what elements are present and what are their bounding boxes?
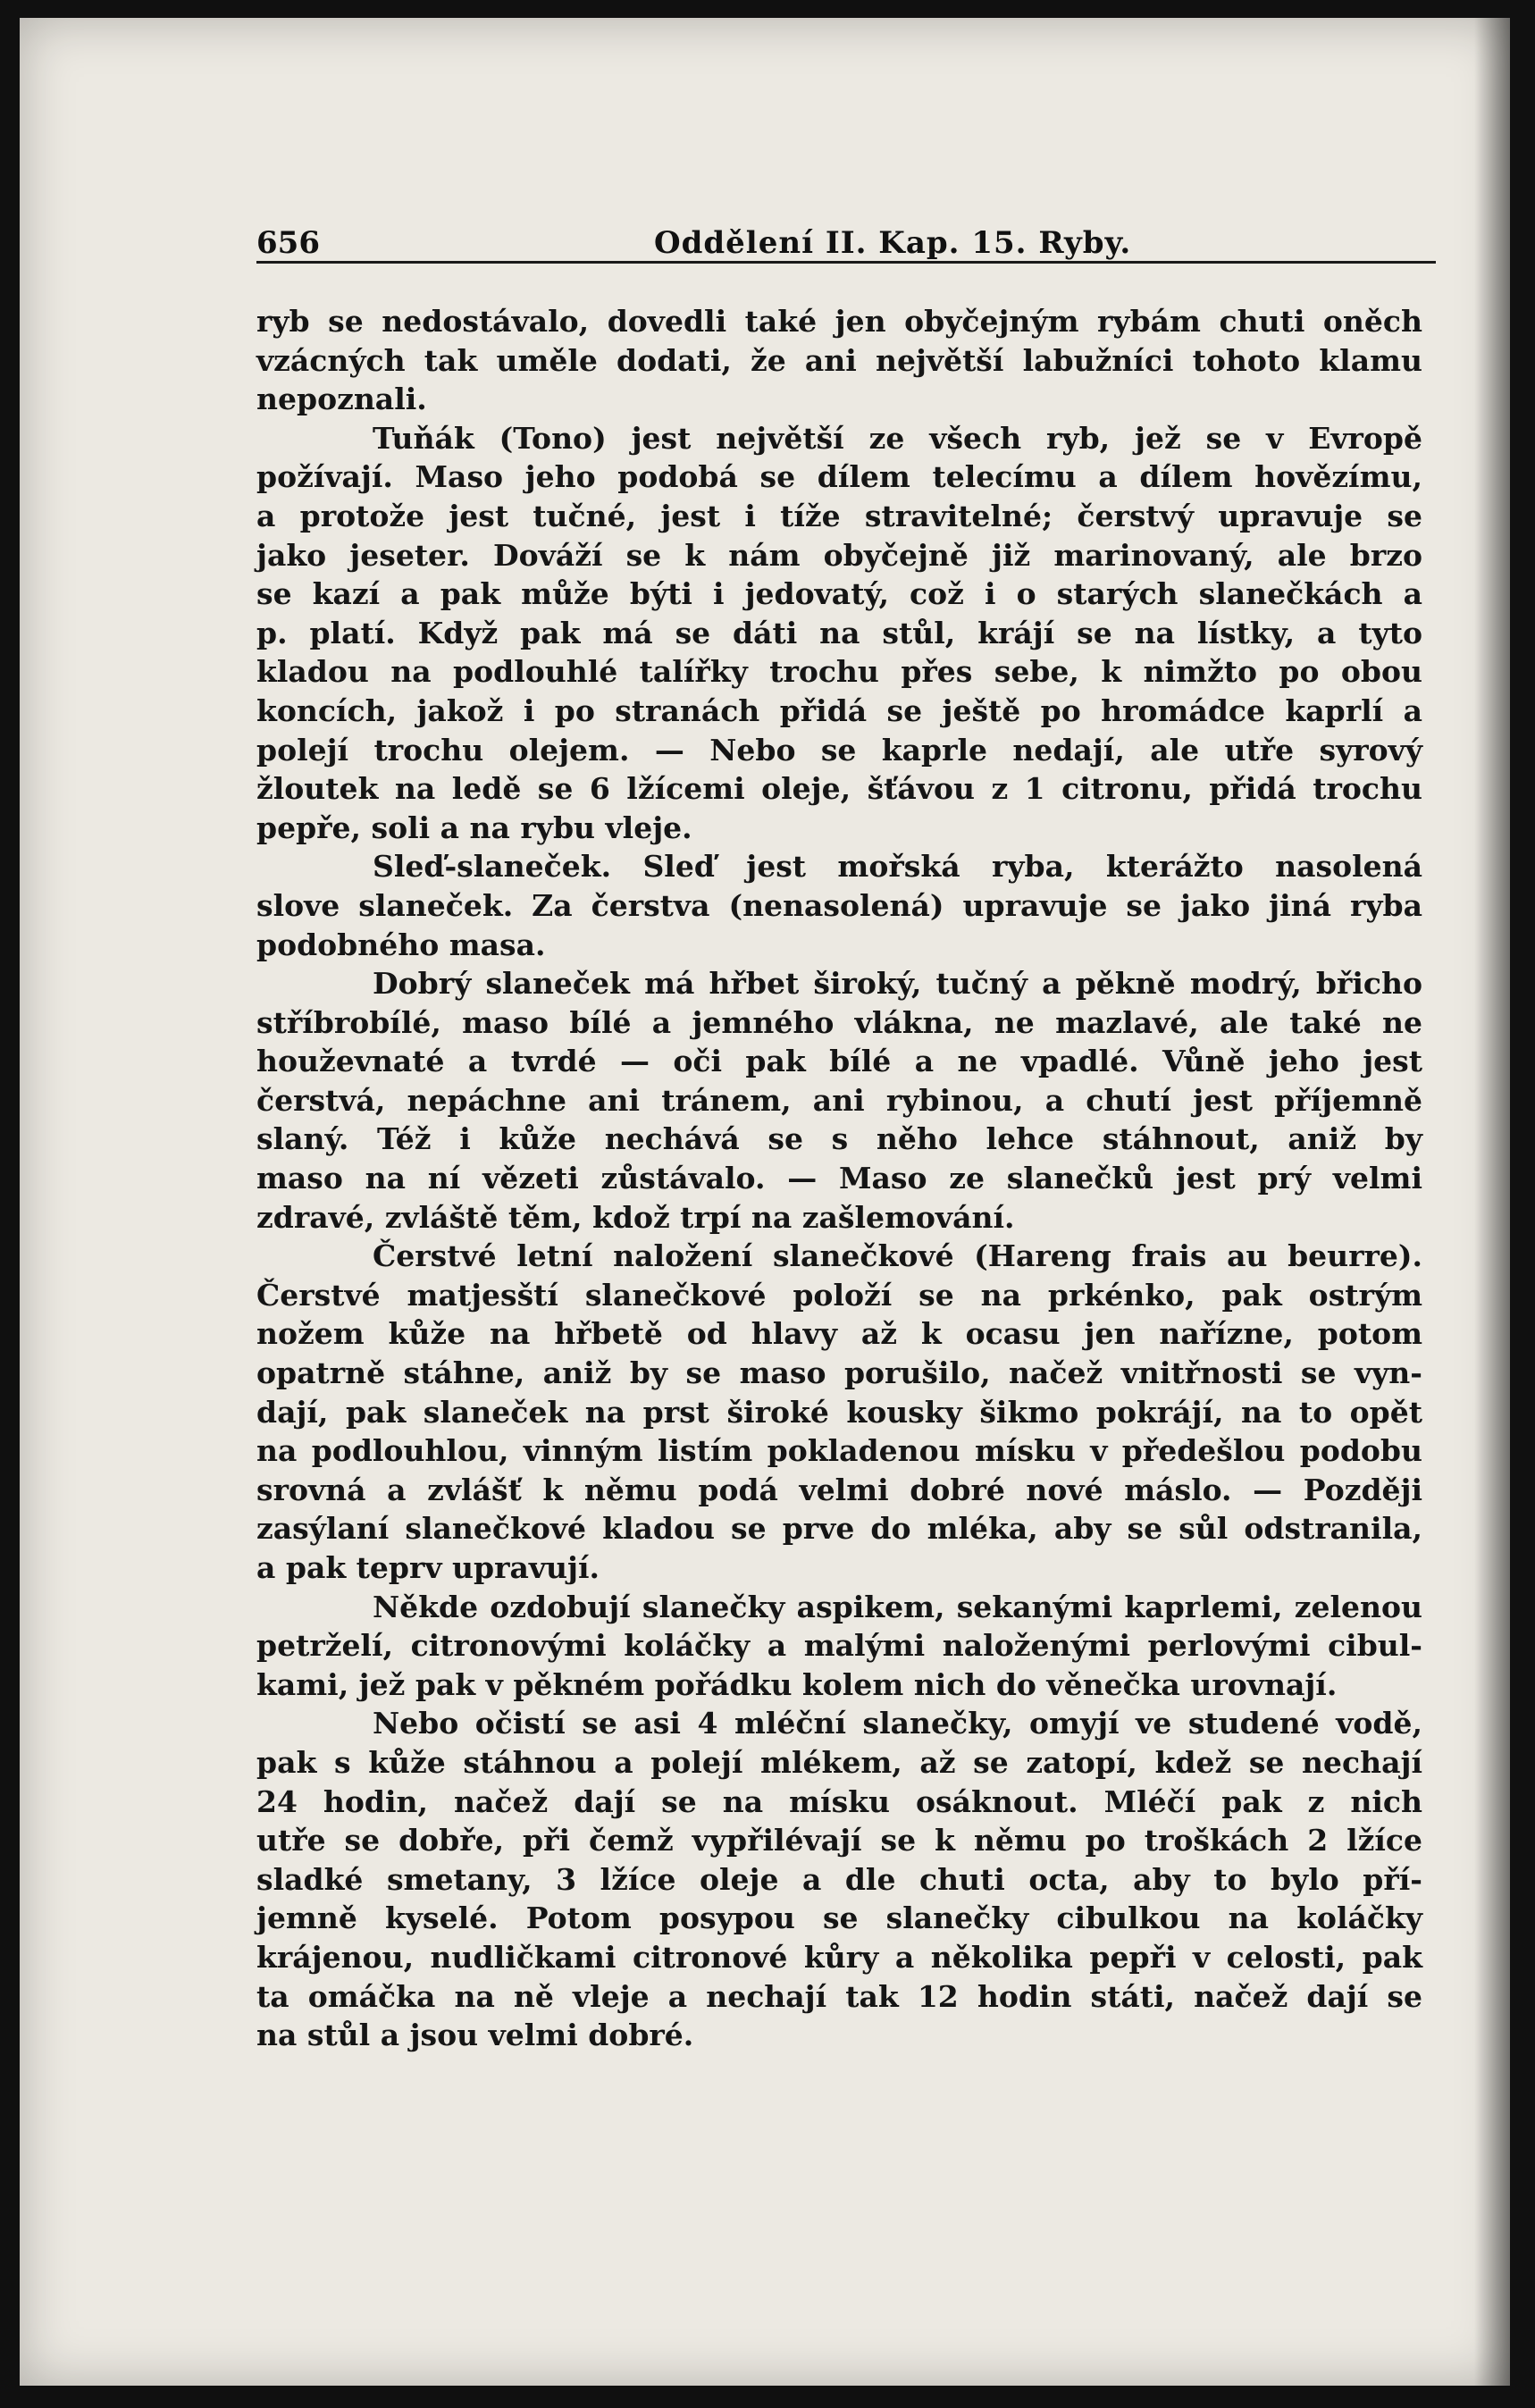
text-line: slove slaneček. Za čerstva (nenasolená) upravuje se jako jiná ryba — [256, 887, 1422, 923]
text-line: opatrně stáhne, aniž by se maso porušilo, načež vnitřnosti se vyn- — [256, 1355, 1422, 1391]
paragraph-start-nekde: Někde ozdobují slanečky aspikem, sekanými kaprlemi, zelenou — [373, 1589, 1422, 1624]
text-line: koncích, jakož i po stranách přidá se ještě po hromádce kaprlí a — [256, 692, 1422, 728]
paragraph-start-dobry: Dobrý slaneček má hřbet široký, tučný a pěkně modrý, břicho — [373, 966, 1422, 1002]
text-line: zasýlaní slanečkové kladou se prve do mléka, aby se sůl odstranila, — [256, 1511, 1422, 1547]
text-line: sladké smetany, 3 lžíce oleje a dle chuti octa, aby to bylo pří- — [256, 1861, 1422, 1897]
text-line: se kazí a pak může býti i jedovatý, což i o starých slanečkách a — [256, 576, 1422, 612]
text-line: maso na ní vězeti zůstávalo. — Maso ze slanečků jest prý velmi — [256, 1161, 1422, 1196]
text-line: a pak teprv upravují. — [256, 1550, 600, 1585]
scanned-page — [20, 18, 1510, 2386]
running-header — [256, 225, 1436, 264]
text-line: na podlouhlou, vinným listím pokladenou mísku v předešlou podobu — [256, 1433, 1422, 1469]
text-line: Čerstvé matjesští slanečkové položí se na prkénko, pak ostrým — [256, 1277, 1422, 1313]
text-line: kami, jež pak v pěkném pořádku kolem nich do věnečka urovnají. — [256, 1666, 1338, 1702]
text-line: houževnaté a tvrdé — oči pak bílé a ne vpadlé. Vůně jeho jest — [256, 1044, 1422, 1079]
text-line: požívají. Maso jeho podobá se dílem telecímu a dílem hovězímu, — [256, 459, 1422, 495]
text-line: utře se dobře, při čemž vypřilévají se k němu po troškách 2 lžíce — [256, 1823, 1422, 1858]
text-line: stříbrobílé, maso bílé a jemného vlákna, ne mazlavé, ale také ne — [256, 1004, 1422, 1040]
paragraph-start-tunak: Tuňák (Tono) jest největší ze všech ryb, jež se v Evropě — [373, 420, 1422, 456]
text-line: srovná a zvlášť k němu podá velmi dobré nové máslo. — Později — [256, 1472, 1422, 1507]
text-line: ta omáčka na ně vleje a nechají tak 12 hodin státi, načež dají se — [256, 1978, 1422, 2014]
paragraph-start-cerstve: Čerstvé letní naložení slanečkové (Hareng frais au beurre). — [373, 1238, 1422, 1274]
page-number: 656 — [256, 225, 320, 261]
text-line: nožem kůže na hřbetě od hlavy až k ocasu jen nařízne, potom — [256, 1316, 1422, 1352]
text-line: polejí trochu olejem. — Nebo se kaprle nedají, ale utře syrový — [256, 732, 1422, 768]
text-line: jemně kyselé. Potom posypou se slanečky cibulkou na koláčky — [256, 1900, 1422, 1936]
text-line: zdravé, zvláště těm, kdož trpí na zašlemování. — [256, 1199, 1015, 1235]
text-line: 24 hodin, načež dají se na mísku osáknout. Mléčí pak z nich — [256, 1783, 1422, 1819]
text-line: slaný. Též i kůže nechává se s něho lehce stáhnout, aniž by — [256, 1121, 1422, 1157]
text-line: krájenou, nudličkami citronové kůry a několika pepři v celosti, pak — [256, 1939, 1422, 1975]
text-line: nepoznali. — [256, 382, 427, 417]
text-line: pepře, soli a na rybu vleje. — [256, 810, 692, 845]
paragraph-start-sled: Sleď-slaneček. Sleď jest mořská ryba, kterážto nasolená — [373, 849, 1422, 885]
text-line: kladou na podlouhlé talířky trochu přes sebe, k nimžto po obou — [256, 654, 1422, 690]
text-line: dají, pak slaneček na prst široké kousky šikmo pokrájí, na to opět — [256, 1394, 1422, 1430]
text-line: ryb se nedostávalo, dovedli také jen obyčejným rybám chuti oněch — [256, 304, 1422, 339]
text-line: vzácných tak uměle dodati, že ani největší labužníci tohoto klamu — [256, 342, 1422, 378]
chapter-title: Oddělení II. Kap. 15. Ryby. — [654, 225, 1132, 261]
text-line: jako jeseter. Dováží se k nám obyčejně již marinovaný, ale brzo — [256, 537, 1422, 573]
text-line: pak s kůže stáhnou a polejí mlékem, až se zatopí, kdež se nechají — [256, 1744, 1422, 1780]
text-line: na stůl a jsou velmi dobré. — [256, 2018, 694, 2053]
text-line: a protože jest tučné, jest i tíže stravitelné; čerstvý upravuje se — [256, 498, 1422, 533]
text-line: p. platí. Když pak má se dáti na stůl, krájí se na lístky, a tyto — [256, 615, 1422, 650]
body-text — [256, 302, 1422, 2055]
text-line: petrželí, citronovými koláčky a malými naloženými perlovými cibul- — [256, 1628, 1422, 1664]
text-line: podobného masa. — [256, 927, 546, 962]
text-line: žloutek na ledě se 6 lžícemi oleje, šťávou z 1 citronu, přidá trochu — [256, 771, 1422, 807]
paragraph-start-nebo: Nebo očistí se asi 4 mléční slanečky, omyjí ve studené vodě, — [373, 1706, 1422, 1741]
text-line: čerstvá, nepáchne ani tránem, ani rybinou, a chutí jest příjemně — [256, 1082, 1422, 1118]
page-edge-shadow — [1474, 18, 1510, 2386]
